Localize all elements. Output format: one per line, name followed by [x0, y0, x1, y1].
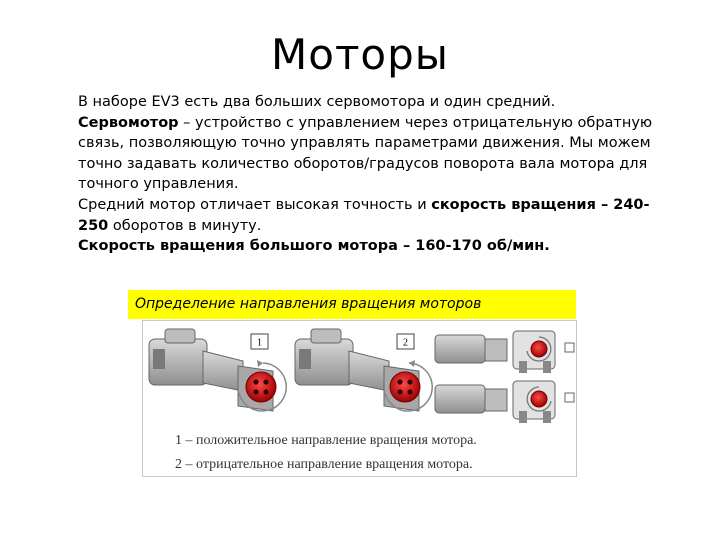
paragraph-ev3-set: В наборе EV3 есть два больших сервомотора и один средний. [78, 94, 556, 110]
slide-title: Моторы [271, 30, 449, 79]
medium-motor-speed: скорость вращения – 240-250 [78, 196, 650, 234]
legend-negative-direction: 2 – отрицательное направление вращения мотора. [175, 457, 473, 472]
motor-illustration [143, 321, 578, 478]
paragraph-large-motor-speed [78, 236, 660, 257]
paragraph-medium-motor [78, 195, 660, 236]
medium-motor-text: Средний мотор отличает высокая точность и [78, 196, 432, 213]
medium-motor-unit: оборотов в минуту. [108, 217, 262, 234]
paragraph-servomotor [78, 113, 660, 195]
motor-direction-figure [142, 320, 577, 477]
servomotor-term: Сервомотор [78, 114, 179, 131]
servomotor-definition: – устройство с управлением через отрицательную обратную связь, позволяющую точно управлять параметрами движения. Мы можем точно задавать количество оборотов/градусов поворота вала мотора для точного управления. [78, 114, 653, 193]
large-motor-speed: Скорость вращения большого мотора – 160-170 об/мин. [78, 238, 550, 255]
figure-caption: Определение направления вращения моторов [128, 290, 576, 319]
medium-motor-1-icon [435, 331, 574, 373]
legend-positive-direction: 1 – положительное направление вращения мотора. [175, 433, 477, 448]
label-1: 1 [257, 337, 262, 349]
body-text [78, 92, 660, 257]
medium-motor-2-icon [435, 381, 574, 423]
label-2: 2 [403, 337, 408, 349]
